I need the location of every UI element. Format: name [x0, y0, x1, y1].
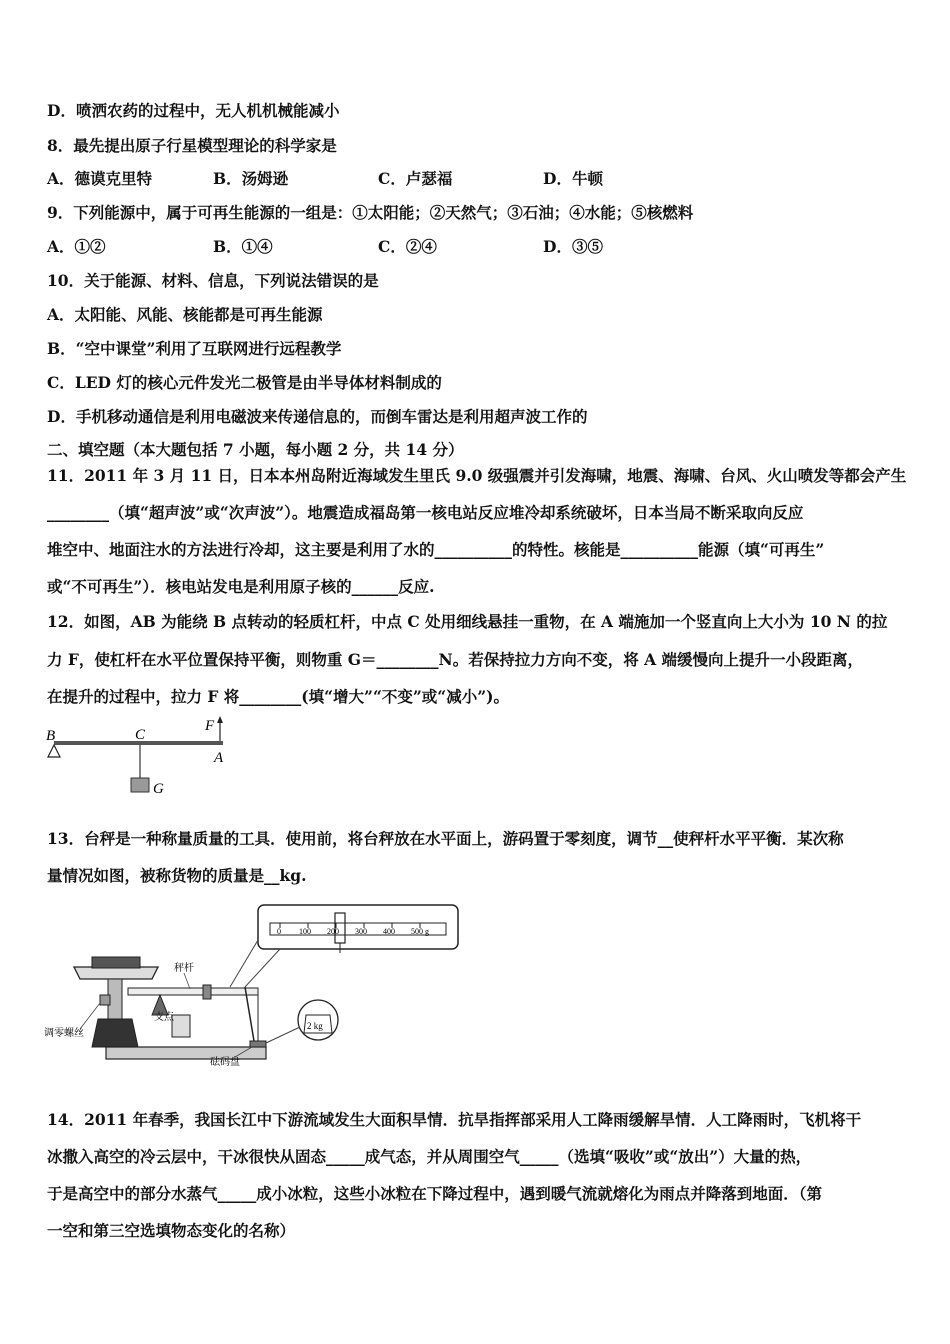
q7-option-d: D．喷洒农药的过程中，无人机机械能减小	[47, 101, 340, 120]
q14-line-3: 于是高空中的部分水蒸气_____成小冰粒，这些小冰粒在下降过程中，遇到暖气流就熔化为雨点并降落到地面．（第	[47, 1184, 823, 1203]
tick-200: 200	[327, 927, 339, 936]
q12-line-1: 12．如图，AB 为能绕 B 点转动的轻质杠杆，中点 C 处用细线悬挂一重物，在 A 端施加一个竖直向上大小为 10 N 的拉	[47, 612, 888, 631]
tick-500: 500 g	[411, 927, 429, 936]
q10-option-a: A．太阳能、风能、核能都是可再生能源	[47, 305, 323, 324]
weight-pan	[250, 1041, 266, 1047]
q8-option-b: B．汤姆逊	[213, 169, 289, 188]
lever-box	[172, 1015, 190, 1037]
callout-line-3	[266, 1027, 300, 1043]
q8-option-a: A．德谟克里特	[47, 169, 153, 188]
goods	[92, 957, 140, 968]
callout-line-2	[245, 949, 280, 987]
label-g: G	[153, 781, 164, 797]
label-beam: 秤杆	[174, 963, 194, 974]
q11-line-2: ________（填“超声波”或“次声波”）。地震造成福岛第一核电站反应堆冷却系统破坏，日本当局不断采取向反应	[47, 503, 804, 522]
q10-option-c: C．LED 灯的核心元件发光二极管是由半导体材料制成的	[47, 373, 442, 392]
zero-screw	[100, 995, 110, 1005]
label-pivot: 支点	[154, 1012, 174, 1023]
label-b: B	[46, 728, 56, 744]
callout-line-1	[230, 940, 258, 987]
q12-line-2: 力 F，使杠杆在水平位置保持平衡，则物重 G＝________N。若保持拉力方向不变，将 A 端缓慢向上提升一小段距离，	[47, 650, 864, 669]
q14-line-1: 14．2011 年春季，我国长江中下游流域发生大面积旱情．抗旱指挥部采用人工降雨缓解旱情．人工降雨时，飞机将干	[47, 1110, 862, 1129]
label-pan: 砝码盘	[210, 1057, 240, 1068]
q12-line-3: 在提升的过程中，拉力 F 将________(填“增大”“不变”或“减小”)。	[47, 687, 509, 706]
q9-option-c: C．②④	[378, 237, 437, 256]
tick-100: 100	[299, 927, 311, 936]
q8-stem: 8．最先提出原子行星模型理论的科学家是	[47, 136, 337, 155]
q9-option-d: D．③⑤	[543, 237, 603, 256]
tick-300: 300	[355, 927, 367, 936]
scale-figure	[40, 895, 460, 1080]
q8-option-c: C．卢瑟福	[378, 169, 453, 188]
q10-option-b: B．“空中课堂”利用了互联网进行远程教学	[47, 339, 342, 358]
q11-line-1: 11．2011 年 3 月 11 日，日本本州岛附近海域发生里氏 9.0 级强震并引发海啸，地震、海啸、台风、火山喷发等都会产生	[47, 466, 907, 485]
platform-pan	[74, 967, 158, 979]
q11-line-3: 堆空中、地面注水的方法进行冷却，这主要是利用了水的__________的特性。核能是__________能源（填“可再生”	[47, 540, 825, 559]
q9-option-b: B．①④	[213, 237, 273, 256]
force-arrowhead	[217, 716, 223, 723]
lever-figure	[40, 712, 240, 802]
pivot-triangle	[48, 745, 60, 757]
base-pillar	[92, 1019, 138, 1047]
label-screw: 调零螺丝	[44, 1028, 84, 1039]
label-f: F	[205, 718, 215, 734]
q10-option-d: D．手机移动通信是利用电磁波来传递信息的，而倒车雷达是利用超声波工作的	[47, 407, 588, 426]
q10-stem: 10．关于能源、材料、信息，下列说法错误的是	[47, 271, 379, 290]
tick-0: 0	[277, 927, 281, 936]
q13-line-1: 13．台秤是一种称量质量的工具．使用前，将台秤放在水平面上，游码置于零刻度，调节__使秤杆水平平衡．某次称	[47, 829, 844, 848]
section-2-heading: 二、填空题（本大题包括 7 小题，每小题 2 分，共 14 分）	[47, 440, 464, 459]
weight-label: 2 kg	[307, 1021, 323, 1031]
label-c: C	[135, 727, 146, 743]
q11-line-4: 或“不可再生”）．核电站发电是利用原子核的______反应.	[47, 577, 435, 596]
weight-block	[131, 778, 149, 792]
q14-line-4: 一空和第三空选填物态变化的名称）	[47, 1221, 296, 1240]
q14-line-2: 冰撒入高空的冷云层中，干冰很快从固态_____成气态，并从周围空气_____（选填“吸收”或“放出”）大量的热，	[47, 1147, 812, 1166]
q9-option-a: A．①②	[47, 237, 106, 256]
leader-beam	[184, 973, 190, 989]
q13-line-2: 量情况如图，被称货物的质量是__kg.	[47, 866, 307, 885]
column	[245, 987, 255, 1047]
q8-option-d: D．牛顿	[543, 169, 603, 188]
rider	[203, 985, 211, 999]
scale-beam	[128, 988, 258, 995]
q9-stem: 9．下列能源中，属于可再生能源的一组是：①太阳能；②天然气；③石油；④水能；⑤核燃料	[47, 203, 694, 222]
label-a: A	[214, 750, 224, 766]
tick-400: 400	[383, 927, 395, 936]
